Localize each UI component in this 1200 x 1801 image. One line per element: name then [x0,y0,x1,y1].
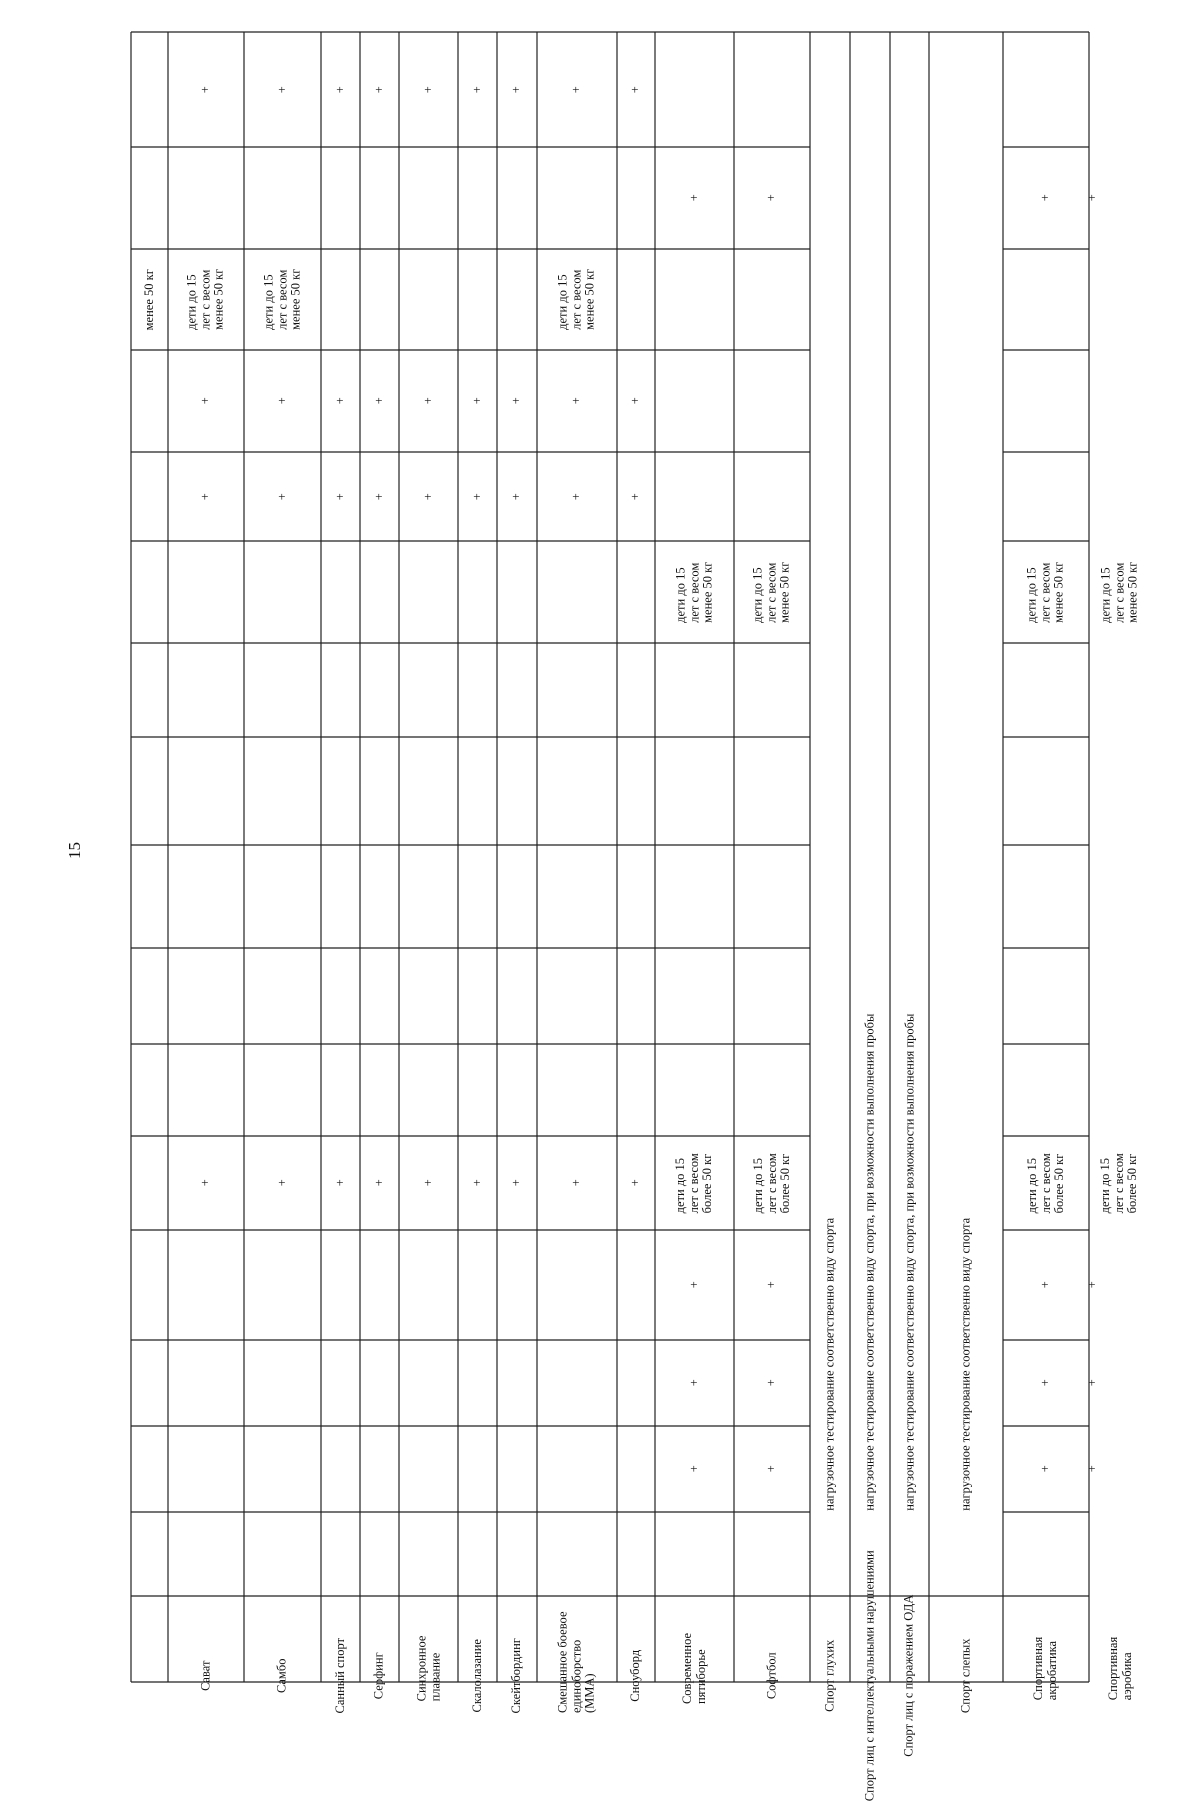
row-name-2 [244,1512,321,1693]
cell-3-c0 [321,1136,360,1230]
cell-8-c9-text: дети до 15 лет с весом менее 50 кг [555,268,597,331]
row-name-14-text: Спорт лиц с поражением ОДА [901,1594,916,1757]
cell-2-c9 [244,249,321,350]
cell-4-c8 [360,350,399,452]
cell-4-c8-text: + [371,397,386,405]
cell-16-c0 [1003,1136,1089,1230]
cell-5-c11-text: + [420,85,435,94]
cell-1-c0 [168,1136,244,1230]
header-cell-weight [131,249,168,350]
cell-10-c0 [655,1136,734,1230]
cell-6-c0-text: + [469,1179,484,1187]
cell-17-c0-text: дети до 15 лет с весом более 50 кг [1097,1152,1139,1214]
cell-16-cm3-text: + [1038,1465,1053,1473]
cell-1-c0-text: + [198,1179,213,1187]
cell-11-cm3-text: + [764,1465,779,1473]
cell-6-c11-text: + [469,85,484,94]
cell-3-c8-text: + [332,397,347,405]
cell-9-c8 [617,350,655,452]
cell-5-c0-text: + [420,1179,435,1187]
cell-17-cm3-text: + [1084,1465,1099,1473]
row-name-13 [850,1512,890,1801]
cell-11-c0 [734,1136,810,1230]
row-name-12 [810,1512,850,1712]
cell-11-cm1-text: + [764,1281,779,1289]
cell-1-c11 [168,32,244,147]
page-number-text: 15 [64,841,84,859]
cell-4-c7-text: + [371,492,386,501]
cell-10-c0-text: дети до 15 лет с весом более 50 кг [673,1152,715,1214]
cell-3-c0-text: + [332,1179,347,1187]
cell-17-cm2 [1084,1340,1099,1426]
cell-6-c11 [458,32,497,147]
cell-17-cm3 [1084,1426,1099,1512]
cell-16-c6-text: дети до 15 лет с весом менее 50 кг [1024,561,1066,623]
cell-16-cm3 [1003,1426,1089,1512]
cell-7-c0 [497,1136,537,1230]
row-name-11-text: Софтбол [764,1651,779,1699]
merged-cell-text-15: нагрузочное тестирование соответственно виду спорта [958,1217,973,1511]
cell-2-c7-text: + [274,492,289,501]
row-name-10 [655,1512,734,1705]
cell-8-c11-text: + [569,85,584,94]
cell-9-c8-text: + [628,397,643,405]
row-name-2-text: Самбо [274,1658,289,1693]
cell-10-c6 [655,541,734,643]
cell-1-c8-text: + [198,397,213,405]
row-name-6 [458,1512,497,1712]
cell-17-c0 [1089,1136,1149,1230]
row-name-13-text: Спорт лиц с интеллектуальными нарушениями [862,1549,877,1801]
cell-16-c6 [1003,541,1089,643]
cell-8-c8-text: + [569,397,584,405]
row-name-14 [890,1512,929,1757]
cell-6-c8-text: + [469,397,484,405]
cell-5-c7 [399,452,458,541]
row-name-15 [929,1512,1003,1713]
cell-4-c11-text: + [371,85,386,94]
cell-2-c11-text: + [274,85,289,94]
merged-cell-15 [929,32,1003,1512]
merged-cell-13 [850,32,890,1512]
cell-9-c7 [617,452,655,541]
cell-2-c9-text: дети до 15 лет с весом менее 50 кг [261,268,303,331]
row-name-8-text: Смешанное боевое единоборство (ММА) [555,1610,597,1713]
cell-9-c11 [617,32,655,147]
cell-7-c7-text: + [509,492,524,501]
merged-cell-14 [890,32,929,1512]
row-name-4-text: Серфинг [371,1651,386,1699]
row-name-5-text: Синхронное плавание [414,1635,442,1702]
cell-8-c0 [537,1136,617,1230]
cell-7-c11-text: + [509,85,524,94]
cell-1-c9 [168,249,244,350]
cell-9-c7-text: + [628,492,643,501]
cell-10-cm1 [655,1230,734,1340]
cell-10-cm2-text: + [686,1379,701,1387]
cell-1-c7-text: + [198,492,213,501]
cell-11-cm2-text: + [764,1379,779,1387]
cell-1-c9-text: дети до 15 лет с весом менее 50 кг [184,268,226,331]
cell-8-c11 [537,32,617,147]
cell-16-cm1 [1003,1230,1089,1340]
row-name-3 [321,1512,360,1714]
cell-16-cm2-text: + [1038,1379,1053,1387]
cell-1-c11-text: + [198,85,213,94]
cell-5-c11 [399,32,458,147]
row-name-1 [168,1512,244,1691]
cell-9-c11-text: + [628,85,643,94]
cell-7-c0-text: + [509,1179,524,1187]
row-name-15-text: Спорт слепых [958,1637,973,1713]
cell-3-c8 [321,350,360,452]
row-name-12-text: Спорт глухих [822,1639,837,1712]
cell-2-c7 [244,452,321,541]
cell-17-c10-text: + [1084,194,1099,202]
row-name-10-text: Современное пятиборье [679,1632,708,1705]
cell-2-c8 [244,350,321,452]
row-name-17 [1089,1512,1152,1701]
cell-6-c0 [458,1136,497,1230]
cell-11-c0-text: дети до 15 лет с весом более 50 кг [750,1152,792,1214]
cell-10-cm3-text: + [686,1465,701,1473]
row-name-9-text: Сноуборд [628,1649,643,1702]
row-name-7-text: Скейтбординг [509,1637,524,1713]
cell-11-c6-text: дети до 15 лет с весом менее 50 кг [750,561,792,623]
cell-9-c0 [617,1136,655,1230]
cell-11-c10 [734,147,810,249]
cell-11-cm2 [734,1340,810,1426]
cell-6-c7-text: + [469,492,484,501]
row-name-1-text: Сават [198,1660,213,1691]
cell-16-c0-text: дети до 15 лет с весом более 50 кг [1024,1152,1066,1214]
cell-3-c7-text: + [332,492,347,501]
cell-4-c0 [360,1136,399,1230]
cell-1-c7 [168,452,244,541]
row-name-16-text: Спортивная акробатика [1031,1636,1059,1701]
row-name-8 [537,1512,617,1713]
cell-10-c10-text: + [686,194,701,202]
cell-10-cm2 [655,1340,734,1426]
cell-4-c7 [360,452,399,541]
cell-17-cm2-text: + [1084,1379,1099,1387]
header-cell-weight-text: менее 50 кг [141,268,156,331]
row-name-3-text: Санный спорт [332,1637,347,1714]
merged-cell-text-14: нагрузочное тестирование соответственно виду спорта, при возможности выполнения пробы [901,1013,916,1511]
cell-10-cm1-text: + [686,1281,701,1289]
cell-10-cm3 [655,1426,734,1512]
cell-17-cm1-text: + [1084,1281,1099,1289]
merged-cell-text-12: нагрузочное тестирование соответственно виду спорта [822,1217,837,1511]
cell-8-c8 [537,350,617,452]
cell-3-c11-text: + [332,85,347,94]
cell-2-c0 [244,1136,321,1230]
cell-2-c8-text: + [274,397,289,405]
cell-4-c11 [360,32,399,147]
cell-4-c0-text: + [371,1179,386,1187]
cell-16-c10 [1003,147,1089,249]
cell-8-c7-text: + [569,492,584,501]
row-name-5 [399,1512,458,1702]
cell-5-c8-text: + [420,397,435,405]
cell-6-c8 [458,350,497,452]
cell-16-c10-text: + [1038,194,1053,202]
cell-16-cm2 [1003,1340,1089,1426]
cell-7-c8 [497,350,537,452]
row-name-17-text: Спортивная аэробика [1106,1636,1134,1701]
row-name-6-text: Скалолазание [469,1638,484,1712]
row-name-4 [360,1512,399,1699]
cell-5-c8 [399,350,458,452]
cell-17-cm1 [1084,1230,1099,1340]
cell-5-c7-text: + [420,492,435,501]
cell-11-c10-text: + [764,194,779,202]
cell-8-c7 [537,452,617,541]
cell-17-c10 [1084,147,1099,249]
cell-8-c9 [537,249,617,350]
cell-11-c6 [734,541,810,643]
cell-10-c10 [655,147,734,249]
row-name-7 [497,1512,537,1713]
merged-cell-12 [810,32,850,1512]
row-name-9 [617,1512,655,1702]
cell-5-c0 [399,1136,458,1230]
cell-2-c11 [244,32,321,147]
cell-3-c7 [321,452,360,541]
cell-7-c8-text: + [509,397,524,405]
row-name-11 [734,1512,810,1699]
cell-1-c8 [168,350,244,452]
cell-6-c7 [458,452,497,541]
cell-7-c7 [497,452,537,541]
cell-9-c0-text: + [628,1179,643,1187]
cell-2-c0-text: + [274,1179,289,1187]
cell-7-c11 [497,32,537,147]
row-name-16 [1003,1512,1089,1701]
cell-10-c6-text: дети до 15 лет с весом менее 50 кг [673,561,715,623]
cell-3-c11 [321,32,360,147]
cell-17-c6 [1089,541,1150,643]
merged-cell-text-13: нагрузочное тестирование соответственно виду спорта, при возможности выполнения пробы [862,1013,877,1511]
cell-8-c0-text: + [569,1179,584,1187]
cell-11-cm1 [734,1230,810,1340]
cell-16-cm1-text: + [1038,1281,1053,1289]
cell-11-cm3 [734,1426,810,1512]
cell-17-c6-text: дети до 15 лет с весом менее 50 кг [1098,561,1140,623]
